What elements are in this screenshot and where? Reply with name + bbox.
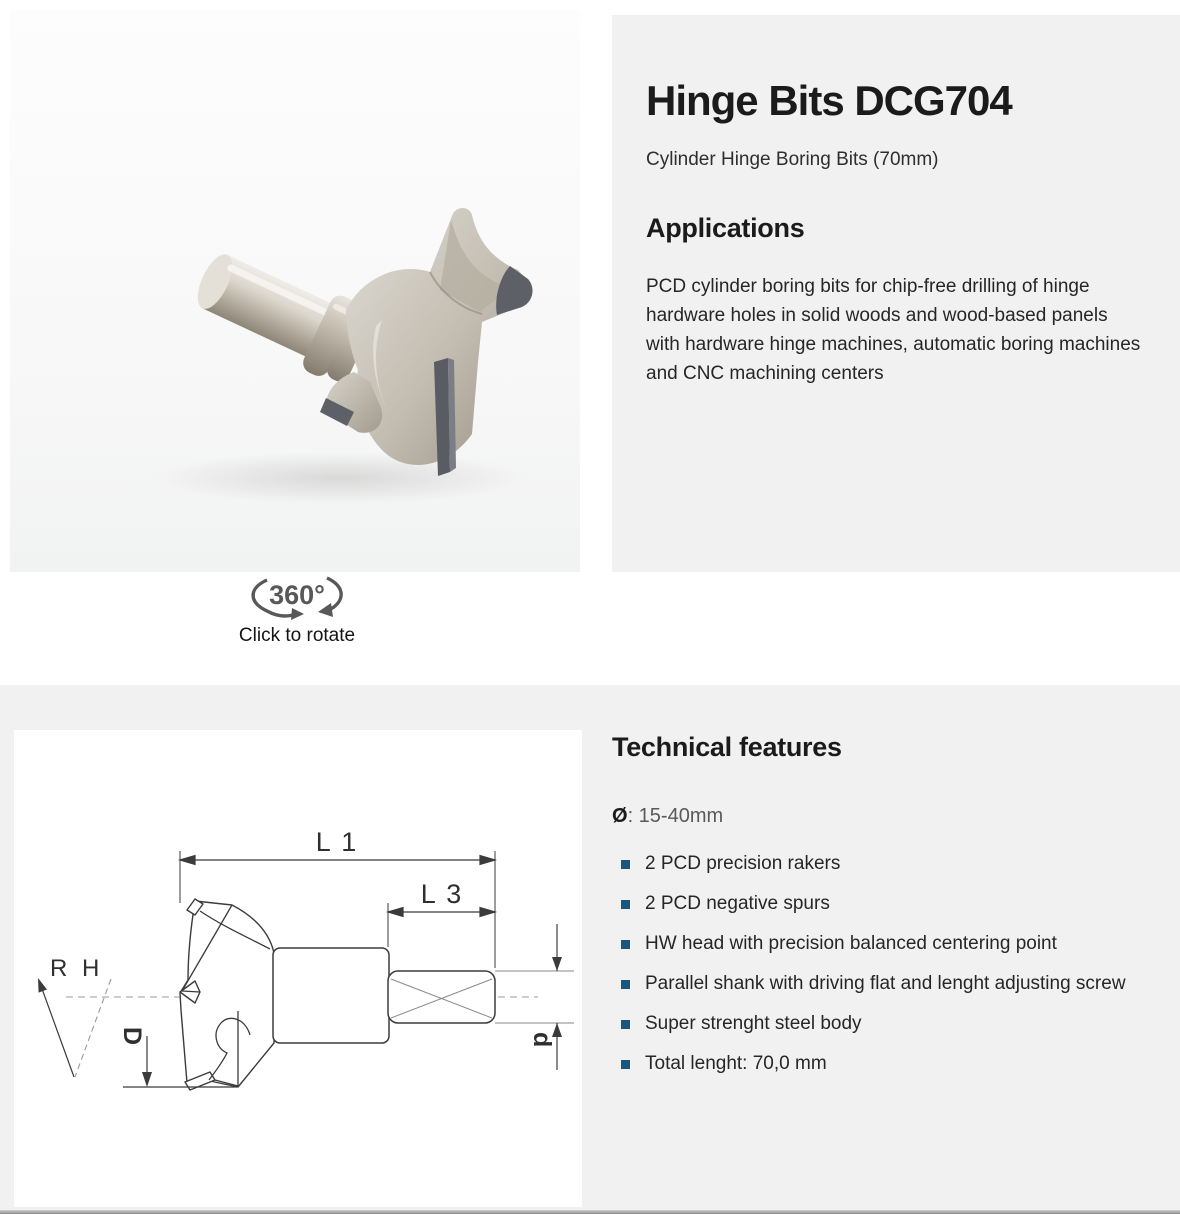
feature-list: [612, 854, 1172, 1074]
applications-text: [646, 272, 1144, 388]
rotate-hint: Click to rotate: [238, 625, 356, 646]
label-rh: R H: [50, 955, 104, 982]
applications-heading: Applications: [646, 213, 805, 243]
page-bottom-divider: [0, 1210, 1180, 1214]
bullet-square-icon: [621, 1060, 630, 1069]
diameter-symbol: Ø: [612, 805, 628, 827]
product-image[interactable]: [10, 10, 580, 572]
bullet-square-icon: [621, 860, 630, 869]
feature-item: [612, 854, 1172, 874]
feature-text: 2 PCD negative spurs: [645, 893, 830, 914]
diameter-spec: [612, 805, 1172, 828]
feature-text: HW head with precision balanced centering point: [645, 933, 1057, 954]
applications-line: hardware holes in solid woods and wood-based panels: [646, 305, 1108, 326]
applications-line: with hardware hinge machines, automatic boring machines: [646, 334, 1141, 355]
bullet-square-icon: [621, 1020, 630, 1029]
feature-item: [612, 894, 1172, 914]
hinge-bit-render: [10, 10, 580, 572]
rotate-widget[interactable]: [217, 572, 377, 647]
label-l3: L 3: [420, 879, 464, 909]
bullet-square-icon: [621, 940, 630, 949]
feature-item: [612, 974, 1172, 994]
feature-item: [612, 1054, 1172, 1074]
bit-shank-outline: [388, 971, 495, 1023]
feature-text: Total lenght: 70,0 mm: [645, 1053, 827, 1074]
applications-line: and CNC machining centers: [646, 363, 884, 384]
label-d-major: D: [118, 1027, 146, 1046]
label-d-minor: d: [528, 1032, 556, 1048]
diameter-range: : 15-40mm: [627, 805, 724, 827]
bullet-square-icon: [621, 980, 630, 989]
product-info-panel: [612, 15, 1180, 572]
bullet-square-icon: [621, 900, 630, 909]
rotate-360-label: 360°: [269, 580, 325, 610]
dimension-drawing: [14, 730, 582, 1207]
feature-text: 2 PCD precision rakers: [645, 853, 841, 874]
technical-drawing-panel: [14, 730, 582, 1207]
product-subtitle: Cylinder Hinge Boring Bits (70mm): [646, 149, 939, 170]
soft-shadow: [155, 452, 525, 504]
dimension-l3: [388, 903, 495, 947]
technical-heading: Technical features: [612, 732, 842, 762]
feature-text: Parallel shank with driving flat and lenght adjusting screw: [645, 973, 1126, 994]
applications-line: PCD cylinder boring bits for chip-free drilling of hinge: [646, 276, 1090, 297]
technical-features-column: [612, 732, 1172, 1094]
feature-text: Super strenght steel body: [645, 1013, 862, 1034]
technical-section: [0, 685, 1180, 1214]
rotate-360-icon: [237, 572, 357, 622]
bit-body-outline: [273, 948, 389, 1043]
page-title: Hinge Bits DCG704: [646, 77, 1012, 124]
feature-item: [612, 934, 1172, 954]
rotation-annotation: [38, 978, 111, 1077]
feature-item: [612, 1014, 1172, 1034]
label-l1: L 1: [315, 827, 359, 857]
